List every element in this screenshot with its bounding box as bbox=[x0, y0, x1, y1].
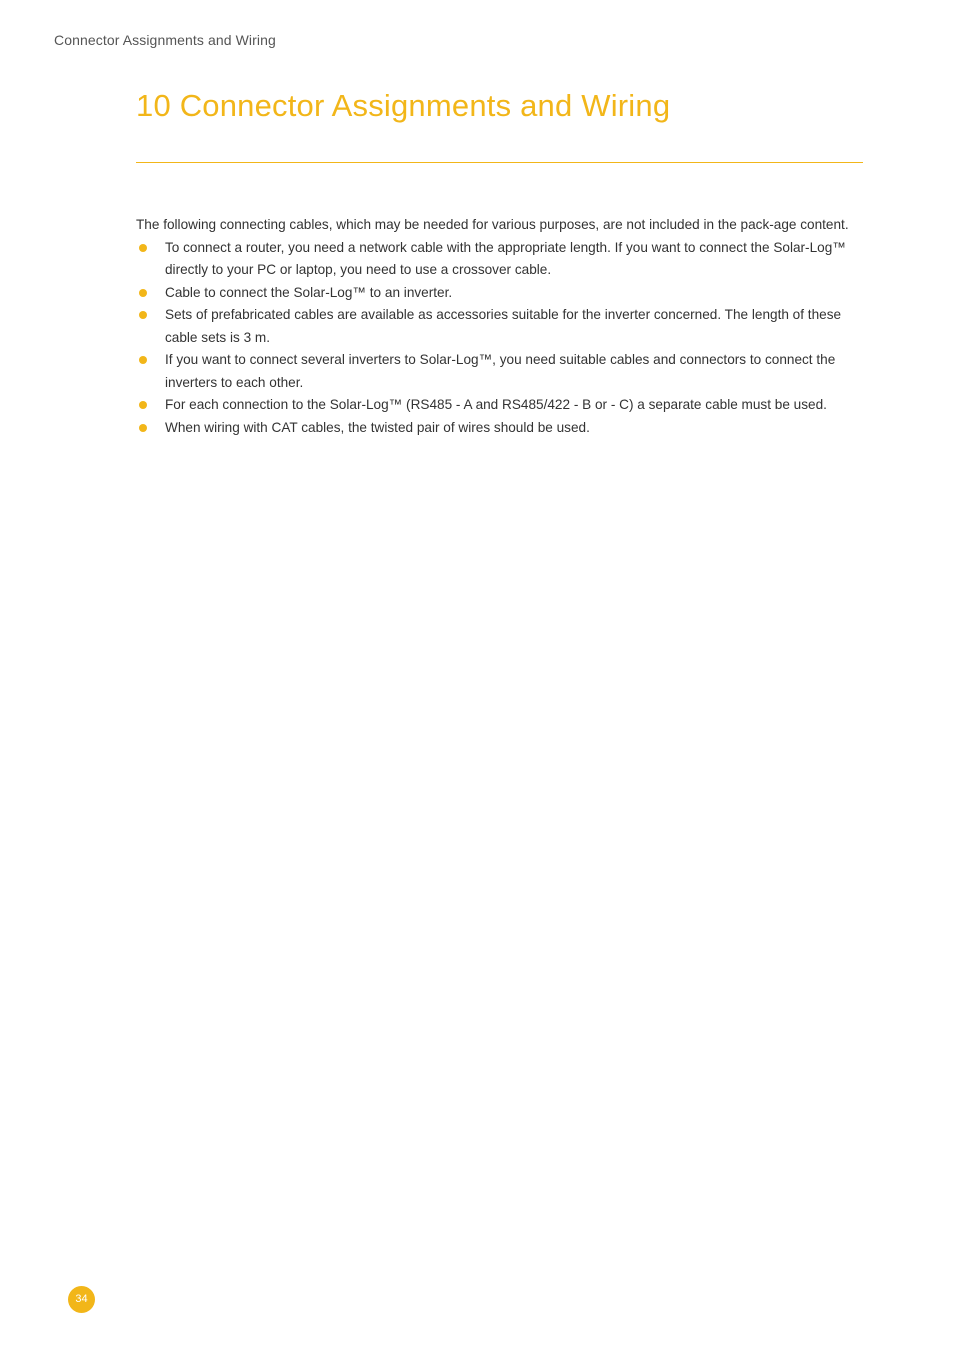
list-item bbox=[136, 349, 863, 394]
chapter-title: 10 Connector Assignments and Wiring bbox=[136, 88, 671, 123]
list-item bbox=[136, 304, 863, 349]
bullet-icon bbox=[139, 289, 147, 297]
title-divider bbox=[136, 162, 863, 163]
bullet-list bbox=[136, 237, 863, 440]
list-item-text: If you want to connect several inverters to Solar-Log™, you need suitable cables and connectors to connect the inverters to each other. bbox=[165, 352, 836, 390]
list-item bbox=[136, 417, 863, 440]
list-item bbox=[136, 394, 863, 417]
list-item bbox=[136, 282, 863, 305]
list-item bbox=[136, 237, 863, 282]
bullet-icon bbox=[139, 401, 147, 409]
list-item-text: Sets of prefabricated cables are available as accessories suitable for the inverter concerned. The length of these cable sets is 3 m. bbox=[165, 307, 842, 345]
page-number-badge: 34 bbox=[68, 1286, 95, 1313]
bullet-icon bbox=[139, 244, 147, 252]
bullet-icon bbox=[139, 356, 147, 364]
body-content bbox=[136, 214, 863, 439]
list-item-text: For each connection to the Solar-Log™ (RS485 - A and RS485/422 - B or - C) a separate cable must be used. bbox=[165, 397, 827, 412]
list-item-text: When wiring with CAT cables, the twisted pair of wires should be used. bbox=[165, 419, 590, 435]
intro-paragraph: The following connecting cables, which may be needed for various purposes, are not included in the pack-age content. bbox=[136, 217, 849, 232]
list-item-text: To connect a router, you need a network cable with the appropriate length. If you want to connect the Solar-Log™ directly to your PC or laptop, you need to use a crossover cable. bbox=[165, 239, 846, 277]
list-item-text: Cable to connect the Solar-Log™ to an inverter. bbox=[165, 284, 453, 300]
bullet-icon bbox=[139, 424, 147, 432]
running-header: Connector Assignments and Wiring bbox=[54, 32, 276, 48]
bullet-icon bbox=[139, 311, 147, 319]
